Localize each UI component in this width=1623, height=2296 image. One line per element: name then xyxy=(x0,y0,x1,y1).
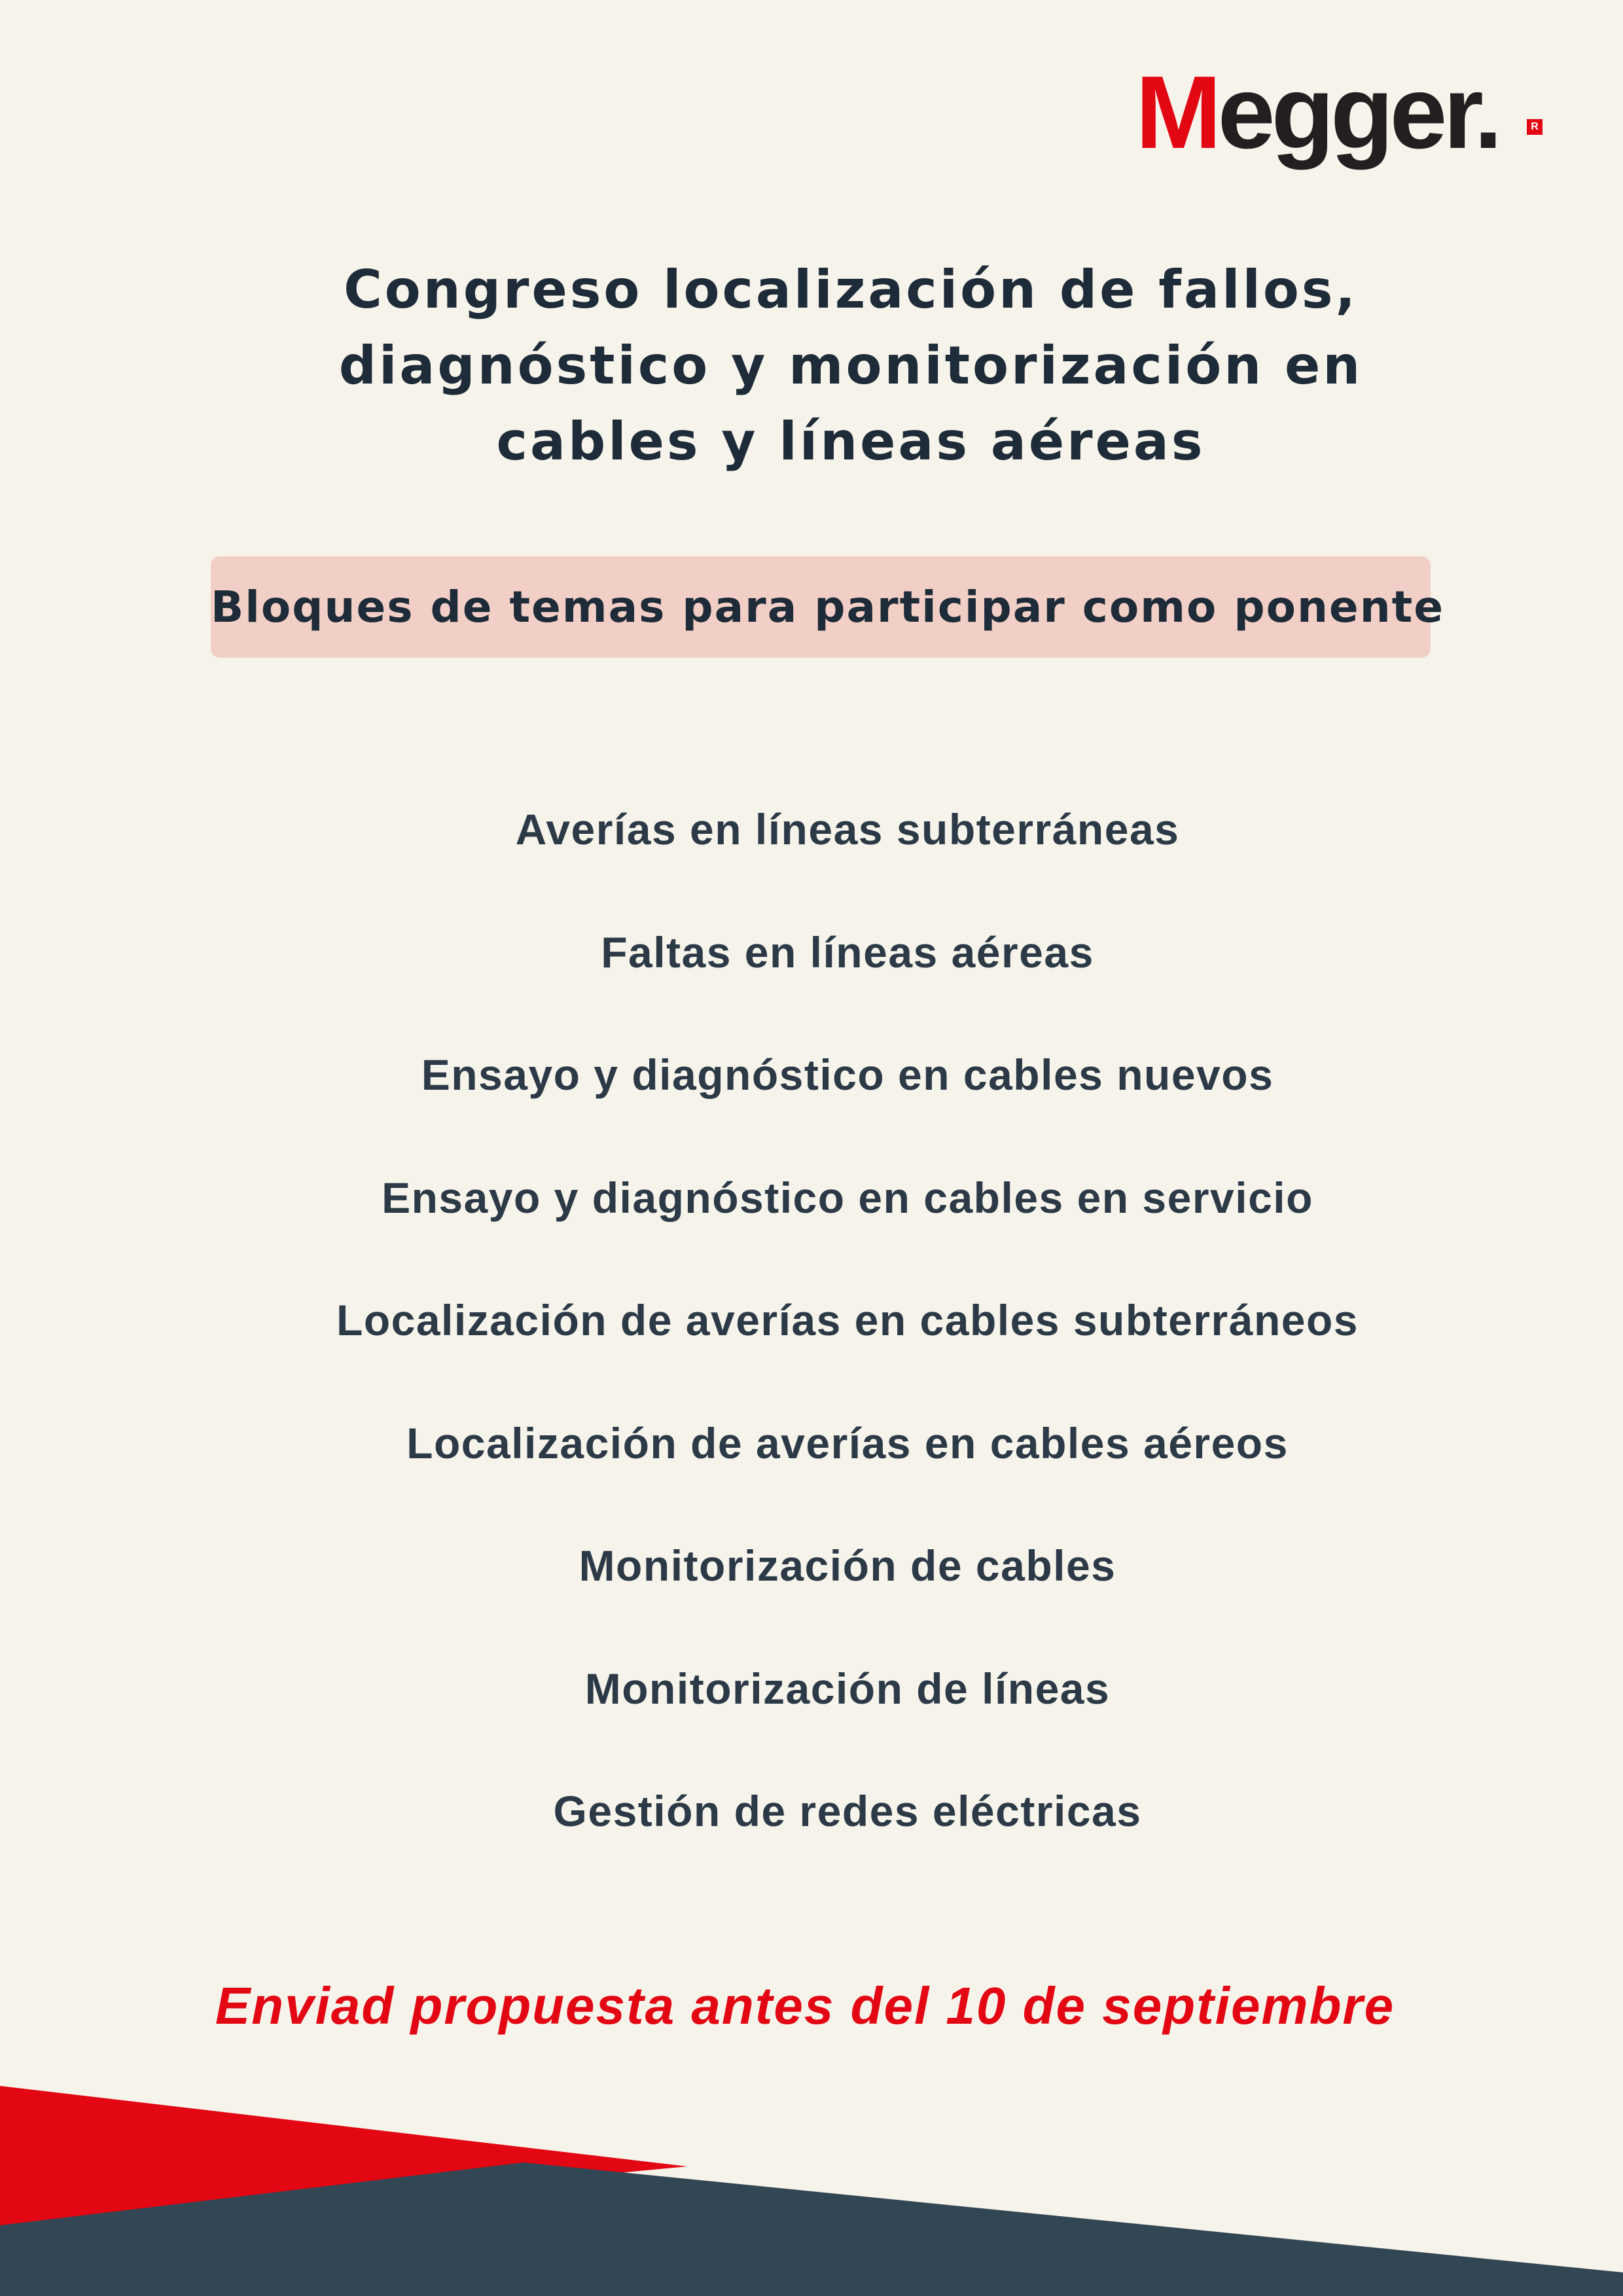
megger-logo xyxy=(1135,55,1548,170)
topic-item: Averías en líneas subterráneas xyxy=(515,805,1180,853)
logo-wordmark: Megger. xyxy=(1135,55,1499,170)
topic-item: Ensayo y diagnóstico en cables nuevos xyxy=(421,1050,1274,1099)
topic-item: Monitorización de líneas xyxy=(584,1664,1111,1713)
topic-item: Localización de averías en cables aéreos xyxy=(406,1418,1289,1467)
banner-text: Bloques de temas para participar como ponente xyxy=(211,582,1444,632)
topic-item: Gestión de redes eléctricas xyxy=(553,1787,1142,1835)
topic-item: Localización de averías en cables subterráneos xyxy=(336,1296,1359,1344)
footer-decoration xyxy=(0,2029,1623,2296)
deadline-call-to-action: Enviad propuesta antes del 10 de septiembre xyxy=(215,1977,1395,2035)
title-line-2: diagnóstico y monitorización en xyxy=(338,335,1363,396)
topic-item: Monitorización de cables xyxy=(579,1541,1116,1590)
title-line-3: cables y líneas aéreas xyxy=(496,411,1205,472)
registered-mark: R xyxy=(1527,119,1543,135)
topics-banner xyxy=(211,556,1444,658)
title-line-1: Congreso localización de fallos, xyxy=(344,259,1358,320)
page-title xyxy=(223,252,1479,480)
topic-list xyxy=(193,798,1502,1903)
topic-item: Faltas en líneas aéreas xyxy=(601,927,1094,977)
topic-item: Ensayo y diagnóstico en cables en servicio xyxy=(382,1173,1313,1222)
